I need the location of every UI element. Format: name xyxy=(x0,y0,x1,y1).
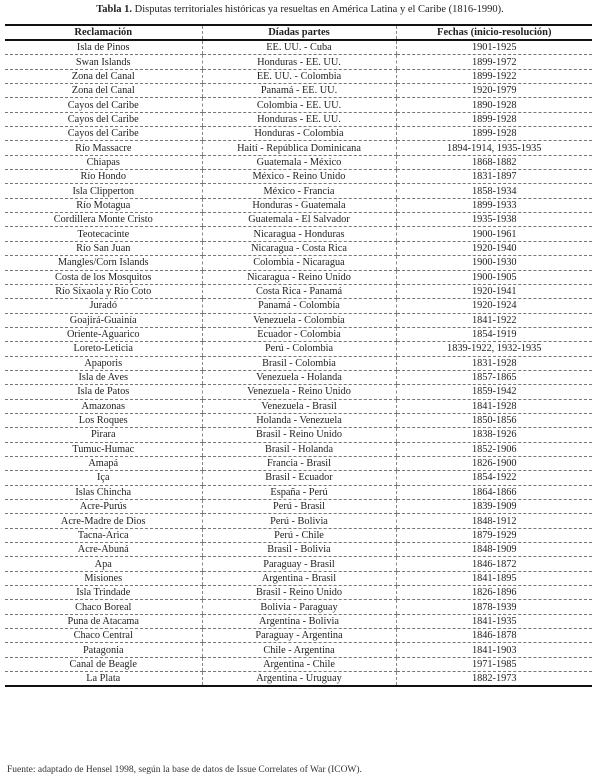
cell-diadas: Costa Rica - Panamá xyxy=(202,284,396,298)
table-row xyxy=(5,241,592,255)
cell-reclamacion: Río Hondo xyxy=(5,170,202,184)
table-row xyxy=(5,643,592,657)
table-row xyxy=(5,155,592,169)
cell-fechas: 1971-1985 xyxy=(396,657,592,671)
cell-fechas: 1920-1941 xyxy=(396,284,592,298)
cell-reclamacion: Tumuc-Humac xyxy=(5,442,202,456)
cell-fechas: 1852-1906 xyxy=(396,442,592,456)
table-row xyxy=(5,141,592,155)
table-row xyxy=(5,127,592,141)
cell-reclamacion: Amapá xyxy=(5,456,202,470)
cell-fechas: 1838-1926 xyxy=(396,428,592,442)
table-row xyxy=(5,442,592,456)
cell-reclamacion: Iça xyxy=(5,471,202,485)
table-row xyxy=(5,98,592,112)
table-row xyxy=(5,313,592,327)
cell-diadas: Honduras - EE. UU. xyxy=(202,112,396,126)
cell-diadas: Holanda - Venezuela xyxy=(202,413,396,427)
cell-fechas: 1841-1903 xyxy=(396,643,592,657)
cell-fechas: 1900-1930 xyxy=(396,256,592,270)
cell-reclamacion: Loreto-Leticia xyxy=(5,342,202,356)
cell-fechas: 1839-1909 xyxy=(396,500,592,514)
cell-reclamacion: Cordillera Monte Cristo xyxy=(5,213,202,227)
cell-reclamacion: Patagonia xyxy=(5,643,202,657)
cell-fechas: 1841-1928 xyxy=(396,399,592,413)
cell-reclamacion: Cayos del Caribe xyxy=(5,112,202,126)
cell-reclamacion: La Plata xyxy=(5,672,202,687)
cell-diadas: Nicaragua - Reino Unido xyxy=(202,270,396,284)
table-row xyxy=(5,184,592,198)
cell-reclamacion: Acre-Purús xyxy=(5,500,202,514)
cell-fechas: 1857-1865 xyxy=(396,370,592,384)
cell-diadas: Venezuela - Brasil xyxy=(202,399,396,413)
cell-diadas: Brasil - Reino Unido xyxy=(202,586,396,600)
table-row xyxy=(5,557,592,571)
cell-fechas: 1935-1938 xyxy=(396,213,592,227)
cell-reclamacion: Apa xyxy=(5,557,202,571)
cell-diadas: Argentina - Uruguay xyxy=(202,672,396,687)
table-row xyxy=(5,213,592,227)
cell-reclamacion: Isla de Aves xyxy=(5,370,202,384)
source-note: Fuente: adaptado de Hensel 1998, según la base de datos de Issue Correlates of War (ICOW). xyxy=(7,765,362,775)
caption-label: Tabla 1. xyxy=(96,4,133,15)
table-row xyxy=(5,385,592,399)
cell-diadas: Honduras - Guatemala xyxy=(202,198,396,212)
cell-reclamacion: Cayos del Caribe xyxy=(5,98,202,112)
cell-fechas: 1899-1922 xyxy=(396,69,592,83)
cell-reclamacion: Oriente-Aguarico xyxy=(5,327,202,341)
cell-fechas: 1841-1935 xyxy=(396,614,592,628)
cell-diadas: Perú - Brasil xyxy=(202,500,396,514)
cell-fechas: 1826-1900 xyxy=(396,456,592,470)
cell-fechas: 1848-1912 xyxy=(396,514,592,528)
cell-diadas: Panamá - Colombia xyxy=(202,299,396,313)
table-row xyxy=(5,571,592,585)
header-reclamacion: Reclamación xyxy=(74,27,133,38)
cell-reclamacion: Río Motagua xyxy=(5,198,202,212)
cell-diadas: Haití - República Dominicana xyxy=(202,141,396,155)
cell-reclamacion: Isla Trindade xyxy=(5,586,202,600)
cell-fechas: 1899-1933 xyxy=(396,198,592,212)
cell-reclamacion: Isla de Pinos xyxy=(5,40,202,55)
cell-diadas: Venezuela - Holanda xyxy=(202,370,396,384)
table-row xyxy=(5,284,592,298)
cell-fechas: 1899-1928 xyxy=(396,112,592,126)
cell-diadas: Nicaragua - Honduras xyxy=(202,227,396,241)
cell-diadas: Ecuador - Colombia xyxy=(202,327,396,341)
cell-fechas: 1854-1922 xyxy=(396,471,592,485)
cell-fechas: 1831-1928 xyxy=(396,356,592,370)
table-row xyxy=(5,399,592,413)
table-row xyxy=(5,500,592,514)
cell-reclamacion: Chaco Boreal xyxy=(5,600,202,614)
cell-fechas: 1890-1928 xyxy=(396,98,592,112)
cell-diadas: Paraguay - Brasil xyxy=(202,557,396,571)
cell-reclamacion: Teotecacinte xyxy=(5,227,202,241)
table-row xyxy=(5,112,592,126)
cell-reclamacion: Acre-Madre de Dios xyxy=(5,514,202,528)
cell-reclamacion: Amazonas xyxy=(5,399,202,413)
cell-reclamacion: Apaporis xyxy=(5,356,202,370)
cell-fechas: 1899-1972 xyxy=(396,55,592,69)
caption-text: Disputas territoriales históricas ya resueltas en América Latina y el Caribe (1816-1990). xyxy=(132,4,504,15)
cell-diadas: Brasil - Ecuador xyxy=(202,471,396,485)
cell-reclamacion: Chaco Central xyxy=(5,629,202,643)
cell-reclamacion: Zona del Canal xyxy=(5,69,202,83)
cell-diadas: Honduras - EE. UU. xyxy=(202,55,396,69)
cell-reclamacion: Zona del Canal xyxy=(5,84,202,98)
table-row xyxy=(5,370,592,384)
cell-diadas: México - Francia xyxy=(202,184,396,198)
cell-fechas: 1846-1872 xyxy=(396,557,592,571)
cell-fechas: 1920-1979 xyxy=(396,84,592,98)
table-row xyxy=(5,227,592,241)
table-row xyxy=(5,256,592,270)
cell-diadas: Venezuela - Reino Unido xyxy=(202,385,396,399)
cell-diadas: Perú - Chile xyxy=(202,528,396,542)
cell-diadas: EE. UU. - Cuba xyxy=(202,40,396,55)
cell-diadas: Argentina - Bolivia xyxy=(202,614,396,628)
cell-fechas: 1848-1909 xyxy=(396,543,592,557)
cell-reclamacion: Isla de Patos xyxy=(5,385,202,399)
cell-diadas: Brasil - Bolivia xyxy=(202,543,396,557)
table-row xyxy=(5,40,592,55)
cell-fechas: 1859-1942 xyxy=(396,385,592,399)
table-row xyxy=(5,55,592,69)
cell-fechas: 1920-1940 xyxy=(396,241,592,255)
cell-fechas: 1841-1895 xyxy=(396,571,592,585)
cell-fechas: 1894-1914, 1935-1935 xyxy=(396,141,592,155)
cell-reclamacion: Juradó xyxy=(5,299,202,313)
cell-fechas: 1900-1961 xyxy=(396,227,592,241)
cell-fechas: 1879-1929 xyxy=(396,528,592,542)
cell-fechas: 1868-1882 xyxy=(396,155,592,169)
table-row xyxy=(5,270,592,284)
cell-fechas: 1900-1905 xyxy=(396,270,592,284)
table-row xyxy=(5,543,592,557)
cell-reclamacion: Isla Clipperton xyxy=(5,184,202,198)
cell-diadas: Colombia - EE. UU. xyxy=(202,98,396,112)
table-row xyxy=(5,528,592,542)
cell-reclamacion: Puna de Atacama xyxy=(5,614,202,628)
cell-fechas: 1901-1925 xyxy=(396,40,592,55)
cell-diadas: Guatemala - México xyxy=(202,155,396,169)
cell-diadas: Paraguay - Argentina xyxy=(202,629,396,643)
cell-diadas: México - Reino Unido xyxy=(202,170,396,184)
table-row xyxy=(5,600,592,614)
table-row xyxy=(5,514,592,528)
cell-reclamacion: Río San Juan xyxy=(5,241,202,255)
cell-diadas: Panamá - EE. UU. xyxy=(202,84,396,98)
cell-diadas: Francia - Brasil xyxy=(202,456,396,470)
disputes-table xyxy=(5,24,592,687)
cell-diadas: Argentina - Chile xyxy=(202,657,396,671)
cell-reclamacion: Tacna-Arica xyxy=(5,528,202,542)
table-row xyxy=(5,657,592,671)
cell-diadas: EE. UU. - Colombia xyxy=(202,69,396,83)
cell-diadas: Guatemala - El Salvador xyxy=(202,213,396,227)
cell-fechas: 1858-1934 xyxy=(396,184,592,198)
table-row xyxy=(5,299,592,313)
cell-diadas: Argentina - Brasil xyxy=(202,571,396,585)
cell-reclamacion: Islas Chincha xyxy=(5,485,202,499)
table-row xyxy=(5,413,592,427)
cell-fechas: 1864-1866 xyxy=(396,485,592,499)
table-row xyxy=(5,342,592,356)
cell-fechas: 1850-1856 xyxy=(396,413,592,427)
table-row xyxy=(5,170,592,184)
cell-diadas: Perú - Bolivia xyxy=(202,514,396,528)
cell-diadas: Brasil - Colombia xyxy=(202,356,396,370)
cell-reclamacion: Río Massacre xyxy=(5,141,202,155)
cell-reclamacion: Cayos del Caribe xyxy=(5,127,202,141)
cell-fechas: 1878-1939 xyxy=(396,600,592,614)
cell-reclamacion: Mangles/Corn Islands xyxy=(5,256,202,270)
table-row xyxy=(5,428,592,442)
table-row xyxy=(5,629,592,643)
cell-diadas: Honduras - Colombia xyxy=(202,127,396,141)
cell-diadas: Nicaragua - Costa Rica xyxy=(202,241,396,255)
cell-diadas: Venezuela - Colombia xyxy=(202,313,396,327)
table-row xyxy=(5,456,592,470)
table-caption xyxy=(0,4,600,15)
cell-diadas: Brasil - Reino Unido xyxy=(202,428,396,442)
table-row xyxy=(5,327,592,341)
cell-reclamacion: Canal de Beagle xyxy=(5,657,202,671)
table-row xyxy=(5,69,592,83)
table-row xyxy=(5,485,592,499)
cell-diadas: Bolivia - Paraguay xyxy=(202,600,396,614)
cell-reclamacion: Misiones xyxy=(5,571,202,585)
table-row xyxy=(5,614,592,628)
table-body xyxy=(5,40,592,686)
cell-reclamacion: Pirara xyxy=(5,428,202,442)
cell-reclamacion: Chiapas xyxy=(5,155,202,169)
cell-fechas: 1839-1922, 1932-1935 xyxy=(396,342,592,356)
cell-fechas: 1831-1897 xyxy=(396,170,592,184)
cell-fechas: 1826-1896 xyxy=(396,586,592,600)
header-row xyxy=(5,25,592,40)
cell-fechas: 1920-1924 xyxy=(396,299,592,313)
cell-reclamacion: Río Sixaola y Río Coto xyxy=(5,284,202,298)
table-row xyxy=(5,586,592,600)
cell-diadas: Colombia - Nicaragua xyxy=(202,256,396,270)
cell-reclamacion: Swan Islands xyxy=(5,55,202,69)
cell-fechas: 1841-1922 xyxy=(396,313,592,327)
cell-diadas: España - Perú xyxy=(202,485,396,499)
header-fechas: Fechas (inicio-resolución) xyxy=(396,25,592,40)
cell-diadas: Chile - Argentina xyxy=(202,643,396,657)
cell-reclamacion: Los Roques xyxy=(5,413,202,427)
cell-diadas: Brasil - Holanda xyxy=(202,442,396,456)
table-row xyxy=(5,84,592,98)
cell-diadas: Perú - Colombia xyxy=(202,342,396,356)
header-diadas: Díadas partes xyxy=(202,25,396,40)
table-row xyxy=(5,356,592,370)
cell-fechas: 1882-1973 xyxy=(396,672,592,687)
cell-fechas: 1846-1878 xyxy=(396,629,592,643)
table-row xyxy=(5,471,592,485)
cell-reclamacion: Acre-Abuná xyxy=(5,543,202,557)
cell-fechas: 1899-1928 xyxy=(396,127,592,141)
table-row xyxy=(5,198,592,212)
cell-reclamacion: Goajirá-Guainía xyxy=(5,313,202,327)
cell-reclamacion: Costa de los Mosquitos xyxy=(5,270,202,284)
table-row xyxy=(5,672,592,687)
cell-fechas: 1854-1919 xyxy=(396,327,592,341)
